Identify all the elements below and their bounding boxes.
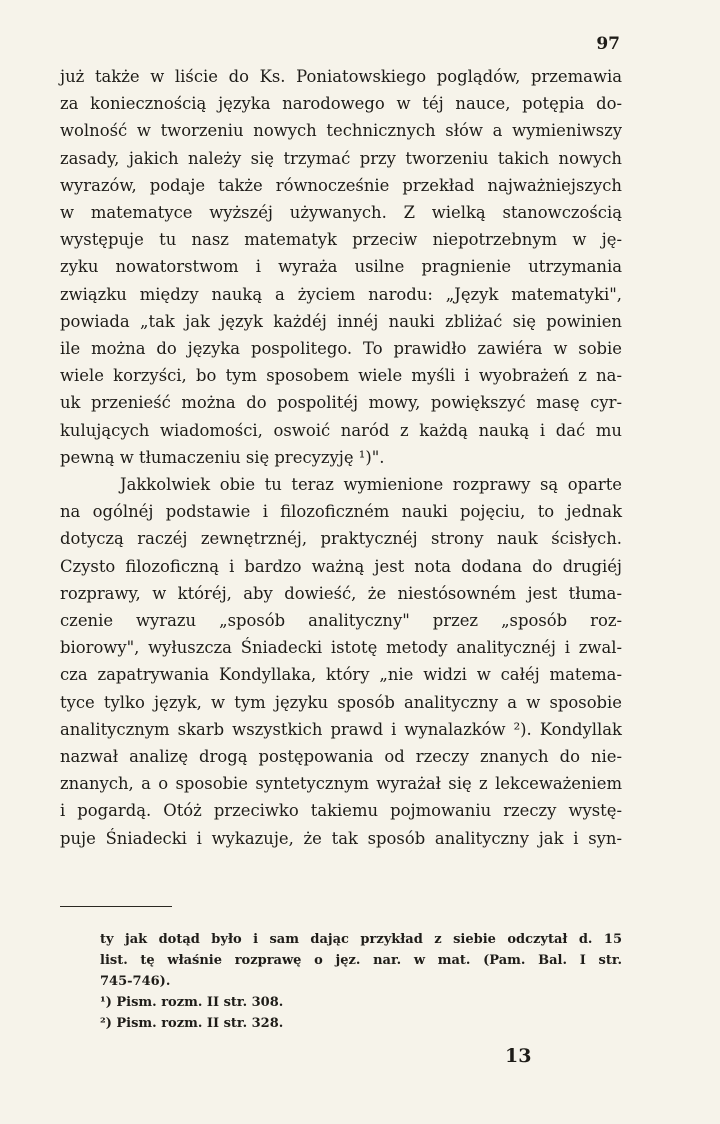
footnotes — [100, 929, 622, 1034]
text-line: na ogólnéj podstawie i filozoficzném nauki pojęciu, to jednak — [60, 502, 622, 522]
text-line: nazwał analizę drogą postępowania od rzeczy znanych do nie- — [60, 747, 622, 767]
footnote-1: ¹) Pism. rozm. II str. 308. — [100, 995, 284, 1010]
text-line: czenie wyrazu „sposób analityczny" przez „sposób roz- — [60, 611, 622, 631]
footnote-line: list. tę właśnie rozprawę o jęz. nar. w mat. (Pam. Bal. I str. — [100, 953, 622, 968]
text-line: puje Śniadecki i wykazuje, że tak sposób analityczny jak i syn- — [60, 828, 622, 848]
text-line: związku między nauką a życiem narodu: „Język matematyki", — [60, 284, 622, 304]
paragraph-2 — [60, 471, 622, 852]
text-line: biorowy", wyłuszcza Śniadecki istotę metody analitycznéj i zwal- — [60, 638, 622, 658]
text-line: za koniecznością języka narodowego w téj nauce, potępia do- — [60, 94, 622, 114]
footnote-2: ²) Pism. rozm. II str. 328. — [100, 1016, 284, 1031]
footnote-divider — [60, 906, 172, 907]
text-line: analitycznym skarb wszystkich prawd i wynalazków ²). Kondyllak — [60, 719, 622, 739]
text-line: uk przenieść można do pospolitéj mowy, powiększyć masę cyr- — [60, 393, 622, 413]
text-line: rozprawy, w któréj, aby dowieść, że niestósowném jest tłuma- — [60, 583, 622, 603]
main-text — [60, 63, 622, 852]
text-line: w matematyce wyższéj używanych. Z wielką stanowczością — [60, 203, 622, 223]
text-line: dotyczą raczéj zewnętrznéj, praktycznéj strony nauk ścisłych. — [60, 529, 622, 549]
page-number: 97 — [596, 34, 620, 54]
text-line: wiele korzyści, bo tym sposobem wiele myśli i wyobrażeń z na- — [60, 366, 622, 386]
text-line: zyku nowatorstwom i wyraża usilne pragnienie utrzymania — [60, 257, 622, 277]
footnote-line: 745-746). — [100, 974, 171, 989]
text-line: i pogardą. Otóż przeciwko takiemu pojmowaniu rzeczy wystę- — [60, 801, 622, 821]
text-line: ile można do języka pospolitego. To prawidło zawiéra w sobie — [60, 339, 622, 359]
paragraph-1 — [60, 63, 622, 471]
text-line: cza zapatrywania Kondyllaka, który „nie widzi w całéj matema- — [60, 665, 622, 685]
text-line: Jakkolwiek obie tu teraz wymienione rozprawy są oparte — [120, 475, 622, 495]
text-line: powiada „tak jak język każdéj innéj nauki zbliżać się powinien — [60, 311, 622, 331]
footnote-line: ty jak dotąd było i sam dając przykład z siebie odczytał d. 15 — [100, 932, 622, 947]
text-line: już także w liście do Ks. Poniatowskiego poglądów, przemawia — [60, 67, 622, 86]
text-line: Czysto filozoficzną i bardzo ważną jest nota dodana do drugiéj — [60, 556, 622, 576]
sheet-signature-number: 13 — [505, 1045, 532, 1067]
text-line: tyce tylko język, w tym języku sposób analityczny a w sposobie — [60, 692, 622, 712]
text-line: pewną w tłumaczeniu się precyzyję ¹)". — [60, 447, 385, 467]
text-line: kulujących wiadomości, oswoić naród z każdą nauką i dać mu — [60, 420, 622, 440]
text-line: występuje tu nasz matematyk przeciw niepotrzebnym w ję- — [60, 230, 622, 250]
text-line: zasady, jakich należy się trzymać przy tworzeniu takich nowych — [60, 148, 622, 168]
text-line: wolność w tworzeniu nowych technicznych słów a wymieniwszy — [60, 121, 622, 141]
text-line: wyrazów, podaje także równocześnie przekład najważniejszych — [60, 175, 622, 195]
text-line: znanych, a o sposobie syntetycznym wyrażał się z lekceważeniem — [60, 774, 622, 794]
